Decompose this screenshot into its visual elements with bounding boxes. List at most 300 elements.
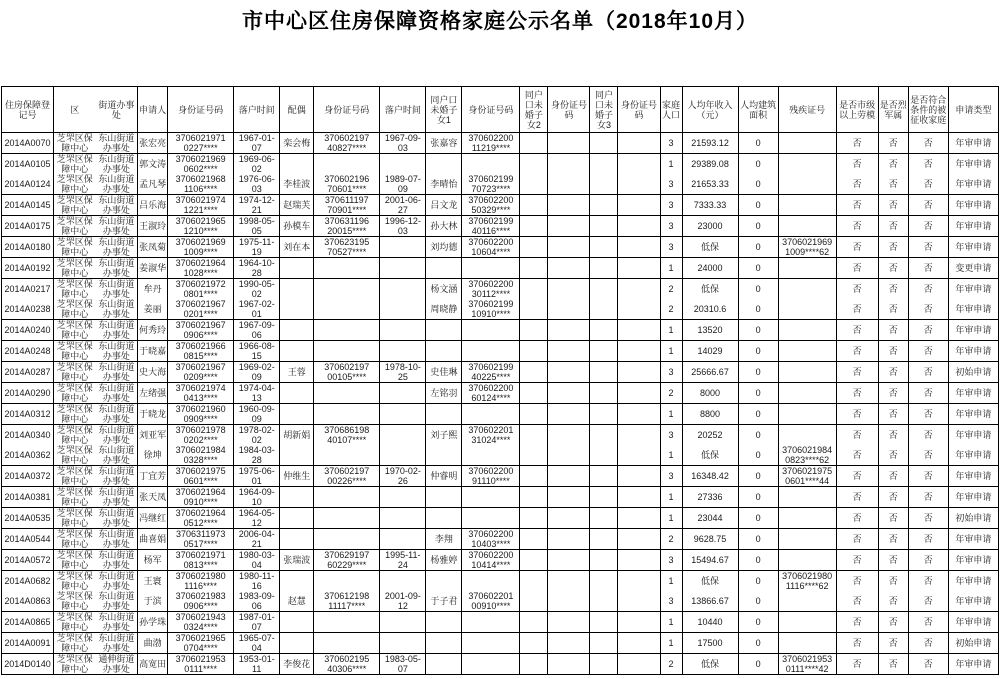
- table-cell: 3706021965 0704****: [168, 633, 234, 654]
- table-cell: [520, 425, 548, 446]
- table-cell: 年审申请: [948, 154, 998, 175]
- table-cell: 年审申请: [948, 404, 998, 425]
- table-cell: 0: [738, 174, 778, 195]
- table-cell: 否: [878, 195, 908, 216]
- table-cell: 2: [660, 279, 682, 300]
- table-row: [2, 654, 999, 675]
- table-cell: 否: [836, 466, 878, 487]
- table-cell: 1970-02-26: [380, 466, 426, 487]
- table-cell: 370602200 10403****: [462, 529, 520, 550]
- table-cell: 15494.67: [682, 550, 738, 571]
- table-cell: [618, 362, 660, 383]
- table-cell: [778, 591, 836, 612]
- table-cell: [590, 529, 618, 550]
- table-cell: 李翔: [426, 529, 462, 550]
- table-cell: 370602199 10910****: [462, 299, 520, 320]
- table-cell: [520, 174, 548, 195]
- table-cell: 否: [878, 550, 908, 571]
- table-cell: [462, 320, 520, 341]
- table-cell: [462, 341, 520, 362]
- table-cell: 杨军: [138, 550, 168, 571]
- table-cell: 芝罘区保障中心: [54, 195, 96, 216]
- table-cell: 25666.67: [682, 362, 738, 383]
- table-cell: [590, 487, 618, 508]
- table-cell: 否: [878, 612, 908, 633]
- table-cell: 否: [878, 404, 908, 425]
- table-cell: [520, 258, 548, 279]
- table-cell: 1987-01-07: [234, 612, 280, 633]
- table-row: [2, 154, 999, 175]
- table-cell: 1966-08-15: [234, 341, 280, 362]
- table-cell: 否: [878, 633, 908, 654]
- table-cell: 3: [660, 195, 682, 216]
- table-cell: [590, 508, 618, 529]
- table-cell: [548, 633, 590, 654]
- table-cell: [520, 133, 548, 154]
- table-cell: 2014A0238: [2, 299, 54, 320]
- table-cell: [618, 612, 660, 633]
- table-cell: 年审申请: [948, 466, 998, 487]
- table-row: [2, 341, 999, 362]
- table-cell: 否: [878, 508, 908, 529]
- table-cell: 东山街道办事处: [96, 237, 138, 258]
- table-cell: 2014A0287: [2, 362, 54, 383]
- table-cell: 2014A0535: [2, 508, 54, 529]
- table-cell: 否: [836, 154, 878, 175]
- table-cell: [590, 216, 618, 237]
- table-cell: [380, 508, 426, 529]
- table-cell: 否: [836, 237, 878, 258]
- table-cell: [426, 258, 462, 279]
- table-cell: 1990-05-02: [234, 279, 280, 300]
- table-cell: 东山街道办事处: [96, 425, 138, 446]
- table-cell: 王寰: [138, 571, 168, 592]
- table-cell: 东山街道办事处: [96, 571, 138, 592]
- table-cell: 0: [738, 154, 778, 175]
- table-cell: 1953-01-11: [234, 654, 280, 675]
- table-cell: [618, 466, 660, 487]
- table-cell: 否: [836, 550, 878, 571]
- table-cell: [520, 633, 548, 654]
- table-cell: 曲喜娟: [138, 529, 168, 550]
- table-cell: [280, 487, 314, 508]
- table-cell: [462, 445, 520, 466]
- table-cell: [520, 612, 548, 633]
- table-cell: 370602201 31024****: [462, 425, 520, 446]
- table-cell: 2001-06-27: [380, 195, 426, 216]
- table-cell: [590, 550, 618, 571]
- table-cell: 芝罘区保障中心: [54, 362, 96, 383]
- table-cell: 否: [836, 571, 878, 592]
- table-cell: [520, 299, 548, 320]
- table-cell: 否: [836, 341, 878, 362]
- table-cell: [618, 591, 660, 612]
- table-cell: 否: [878, 425, 908, 446]
- table-cell: 低保: [682, 279, 738, 300]
- table-cell: 否: [878, 154, 908, 175]
- table-cell: 0: [738, 550, 778, 571]
- table-cell: 3706021975 0601****44: [778, 466, 836, 487]
- table-cell: 370602200 30112****: [462, 279, 520, 300]
- table-cell: [380, 279, 426, 300]
- table-cell: [590, 425, 618, 446]
- table-cell: [426, 571, 462, 592]
- table-cell: 初始申请: [948, 362, 998, 383]
- table-cell: [618, 633, 660, 654]
- table-cell: 0: [738, 195, 778, 216]
- table-cell: 2014A0192: [2, 258, 54, 279]
- table-cell: 否: [908, 445, 948, 466]
- table-cell: 仲睿明: [426, 466, 462, 487]
- table-cell: [548, 299, 590, 320]
- table-cell: 否: [908, 591, 948, 612]
- table-cell: [778, 258, 836, 279]
- table-cell: 初始申请: [948, 633, 998, 654]
- table-cell: [778, 529, 836, 550]
- table-cell: 芝罘区保障中心: [54, 237, 96, 258]
- table-cell: [778, 425, 836, 446]
- table-cell: [520, 154, 548, 175]
- table-cell: 否: [908, 133, 948, 154]
- table-cell: [548, 133, 590, 154]
- table-cell: 23044: [682, 508, 738, 529]
- table-cell: 否: [908, 487, 948, 508]
- table-cell: 3706021972 0801****: [168, 279, 234, 300]
- table-cell: 3706021984 0823****62: [778, 445, 836, 466]
- table-cell: 芝罘区保障中心: [54, 487, 96, 508]
- table-cell: 东山街道办事处: [96, 445, 138, 466]
- table-cell: 郭文涛: [138, 154, 168, 175]
- table-cell: 否: [836, 633, 878, 654]
- table-cell: 年审申请: [948, 445, 998, 466]
- table-cell: 3706021975 0601****: [168, 466, 234, 487]
- table-cell: 否: [908, 654, 948, 675]
- table-cell: 否: [836, 299, 878, 320]
- table-body: [2, 133, 999, 675]
- table-cell: 年审申请: [948, 529, 998, 550]
- table-cell: [778, 612, 836, 633]
- table-cell: [280, 445, 314, 466]
- table-cell: 1974-04-13: [234, 383, 280, 404]
- table-cell: 1978-02-02: [234, 425, 280, 446]
- table-cell: 2014A0381: [2, 487, 54, 508]
- table-cell: [380, 383, 426, 404]
- table-cell: 1: [660, 320, 682, 341]
- table-cell: 否: [878, 299, 908, 320]
- table-cell: [590, 341, 618, 362]
- table-cell: [590, 466, 618, 487]
- table-cell: [618, 550, 660, 571]
- table-cell: [590, 299, 618, 320]
- column-header: 是否烈军属: [878, 87, 908, 133]
- table-cell: 否: [908, 299, 948, 320]
- table-cell: 否: [836, 216, 878, 237]
- table-cell: [426, 445, 462, 466]
- table-row: [2, 237, 999, 258]
- table-cell: [280, 529, 314, 550]
- table-cell: 否: [908, 279, 948, 300]
- table-cell: 8000: [682, 383, 738, 404]
- table-cell: 2014A0180: [2, 237, 54, 258]
- table-cell: [548, 320, 590, 341]
- table-cell: 1983-05-07: [380, 654, 426, 675]
- column-header: 身份证号码: [314, 87, 380, 133]
- table-cell: 否: [836, 654, 878, 675]
- table-cell: [520, 404, 548, 425]
- table-cell: [618, 237, 660, 258]
- table-cell: [314, 571, 380, 592]
- table-cell: 否: [908, 383, 948, 404]
- table-cell: 牟丹: [138, 279, 168, 300]
- table-cell: 370612198 11117****: [314, 591, 380, 612]
- table-cell: 否: [878, 654, 908, 675]
- table-cell: [548, 154, 590, 175]
- table-cell: 杨文涵: [426, 279, 462, 300]
- table-cell: 张天凤: [138, 487, 168, 508]
- table-cell: 1974-12-21: [234, 195, 280, 216]
- table-cell: 2014A0372: [2, 466, 54, 487]
- table-cell: 1: [660, 508, 682, 529]
- table-row: [2, 404, 999, 425]
- table-cell: [778, 633, 836, 654]
- table-cell: [462, 487, 520, 508]
- table-cell: [280, 258, 314, 279]
- table-cell: 0: [738, 383, 778, 404]
- table-cell: 年审申请: [948, 550, 998, 571]
- table-cell: [520, 237, 548, 258]
- table-cell: 3706021953 0111****: [168, 654, 234, 675]
- table-cell: [590, 362, 618, 383]
- table-cell: 左铭羽: [426, 383, 462, 404]
- table-cell: 1975-06-01: [234, 466, 280, 487]
- column-header: 人均年收入（元）: [682, 87, 738, 133]
- table-cell: [462, 508, 520, 529]
- page-title: 市中心区住房保障资格家庭公示名单（2018年10月）: [241, 10, 759, 33]
- table-cell: 否: [908, 550, 948, 571]
- table-cell: 370631196 20015****: [314, 216, 380, 237]
- table-cell: 370602200 91110****: [462, 466, 520, 487]
- table-cell: 芝罘区保障中心: [54, 299, 96, 320]
- table-cell: [426, 404, 462, 425]
- column-header: 区: [54, 87, 96, 133]
- table-cell: 24000: [682, 258, 738, 279]
- table-cell: 孟凡琴: [138, 174, 168, 195]
- table-cell: [778, 383, 836, 404]
- table-cell: 3: [660, 362, 682, 383]
- table-cell: 0: [738, 279, 778, 300]
- table-cell: 1964-05-12: [234, 508, 280, 529]
- table-cell: [380, 633, 426, 654]
- column-header: 人均建筑面积: [738, 87, 778, 133]
- table-cell: 0: [738, 320, 778, 341]
- table-cell: 否: [908, 508, 948, 529]
- table-cell: [426, 320, 462, 341]
- table-cell: [380, 529, 426, 550]
- table-cell: 否: [836, 195, 878, 216]
- table-cell: 3706021960 0909****: [168, 404, 234, 425]
- table-cell: 2: [660, 383, 682, 404]
- table-cell: [548, 591, 590, 612]
- table-cell: [618, 258, 660, 279]
- table-cell: 王淑玲: [138, 216, 168, 237]
- table-cell: 2014A0312: [2, 404, 54, 425]
- table-cell: 否: [878, 174, 908, 195]
- table-cell: 8800: [682, 404, 738, 425]
- table-cell: [618, 195, 660, 216]
- table-cell: 于晓龙: [138, 404, 168, 425]
- column-header: 同户口未婚子女1: [426, 87, 462, 133]
- table-cell: 否: [908, 258, 948, 279]
- table-cell: 0: [738, 612, 778, 633]
- table-cell: 否: [836, 612, 878, 633]
- table-cell: 2001-09-12: [380, 591, 426, 612]
- table-cell: 东山街道办事处: [96, 258, 138, 279]
- table-cell: 1984-03-28: [234, 445, 280, 466]
- table-cell: 否: [836, 362, 878, 383]
- table-cell: [280, 154, 314, 175]
- table-cell: 否: [878, 133, 908, 154]
- table-cell: [380, 258, 426, 279]
- table-cell: 3706021984 0328****: [168, 445, 234, 466]
- table-cell: 年审申请: [948, 216, 998, 237]
- table-cell: 21593.12: [682, 133, 738, 154]
- table-cell: [520, 362, 548, 383]
- table-cell: 通伸街道办事处: [96, 654, 138, 675]
- table-cell: 孙大林: [426, 216, 462, 237]
- table-cell: 芝罘区保障中心: [54, 550, 96, 571]
- table-cell: [618, 404, 660, 425]
- table-cell: [462, 612, 520, 633]
- table-cell: 年审申请: [948, 591, 998, 612]
- table-cell: 20252: [682, 425, 738, 446]
- table-header: [2, 87, 999, 133]
- table-cell: 否: [878, 571, 908, 592]
- table-cell: [548, 508, 590, 529]
- table-cell: [618, 216, 660, 237]
- table-cell: 370602196 70601****: [314, 174, 380, 195]
- table-cell: 2014A0091: [2, 633, 54, 654]
- table-cell: 1983-09-06: [234, 591, 280, 612]
- table-cell: 1964-10-28: [234, 258, 280, 279]
- table-cell: [280, 508, 314, 529]
- table-cell: 370602200 60124****: [462, 383, 520, 404]
- table-cell: [618, 425, 660, 446]
- header-row: [2, 87, 999, 133]
- table-cell: 否: [836, 383, 878, 404]
- table-cell: 年审申请: [948, 612, 998, 633]
- table-cell: 李晴怡: [426, 174, 462, 195]
- table-cell: [520, 341, 548, 362]
- table-cell: [618, 654, 660, 675]
- table-cell: 低保: [682, 445, 738, 466]
- table-cell: [778, 174, 836, 195]
- table-cell: 刘在本: [280, 237, 314, 258]
- table-cell: [548, 362, 590, 383]
- table-cell: 丁宜芳: [138, 466, 168, 487]
- table-cell: [778, 404, 836, 425]
- table-cell: [778, 320, 836, 341]
- table-cell: 东山街道办事处: [96, 591, 138, 612]
- table-cell: 年审申请: [948, 425, 998, 446]
- table-cell: [778, 487, 836, 508]
- table-cell: 13520: [682, 320, 738, 341]
- table-cell: [778, 341, 836, 362]
- table-cell: 年审申请: [948, 654, 998, 675]
- table-cell: [426, 612, 462, 633]
- table-cell: 冯继红: [138, 508, 168, 529]
- table-cell: [590, 195, 618, 216]
- table-cell: [280, 612, 314, 633]
- table-cell: [548, 341, 590, 362]
- table-cell: 左绪强: [138, 383, 168, 404]
- table-cell: 东山街道办事处: [96, 195, 138, 216]
- housing-eligibility-table: [1, 86, 999, 675]
- table-cell: [520, 571, 548, 592]
- table-cell: [380, 299, 426, 320]
- table-cell: [314, 320, 380, 341]
- table-cell: 27336: [682, 487, 738, 508]
- table-cell: 否: [908, 404, 948, 425]
- table-cell: 3: [660, 466, 682, 487]
- table-cell: 7333.33: [682, 195, 738, 216]
- table-row: [2, 425, 999, 446]
- table-cell: 1960-09-09: [234, 404, 280, 425]
- table-cell: [548, 174, 590, 195]
- table-cell: [426, 341, 462, 362]
- table-cell: [618, 445, 660, 466]
- table-cell: 刘亚军: [138, 425, 168, 446]
- table-cell: [520, 383, 548, 404]
- table-cell: 年审申请: [948, 195, 998, 216]
- table-cell: [778, 550, 836, 571]
- table-cell: [618, 174, 660, 195]
- table-cell: 1967-09-06: [234, 320, 280, 341]
- table-cell: [520, 216, 548, 237]
- table-row: [2, 362, 999, 383]
- table-cell: 3: [660, 550, 682, 571]
- table-cell: 370611197 70901****: [314, 195, 380, 216]
- table-cell: 否: [836, 425, 878, 446]
- table-cell: [778, 133, 836, 154]
- table-cell: [618, 487, 660, 508]
- table-cell: [548, 550, 590, 571]
- table-cell: 东山街道办事处: [96, 550, 138, 571]
- table-cell: 东山街道办事处: [96, 174, 138, 195]
- table-cell: 2: [660, 299, 682, 320]
- table-cell: 年审申请: [948, 320, 998, 341]
- table-cell: 1967-09-03: [380, 133, 426, 154]
- table-cell: 否: [908, 425, 948, 446]
- table-cell: 1996-12-03: [380, 216, 426, 237]
- table-cell: 否: [908, 237, 948, 258]
- table-cell: 2014A0248: [2, 341, 54, 362]
- table-cell: 否: [878, 258, 908, 279]
- table-cell: 3706021968 1106****: [168, 174, 234, 195]
- table-cell: 1995-11-24: [380, 550, 426, 571]
- table-row: [2, 195, 999, 216]
- table-cell: [548, 487, 590, 508]
- table-cell: [548, 425, 590, 446]
- table-cell: 2014A0070: [2, 133, 54, 154]
- table-cell: [618, 133, 660, 154]
- table-cell: 否: [878, 529, 908, 550]
- table-cell: 0: [738, 404, 778, 425]
- column-header: 是否市级以上劳模: [836, 87, 878, 133]
- table-cell: 芝罘区保障中心: [54, 320, 96, 341]
- table-cell: 否: [836, 258, 878, 279]
- table-cell: [520, 508, 548, 529]
- table-cell: [520, 654, 548, 675]
